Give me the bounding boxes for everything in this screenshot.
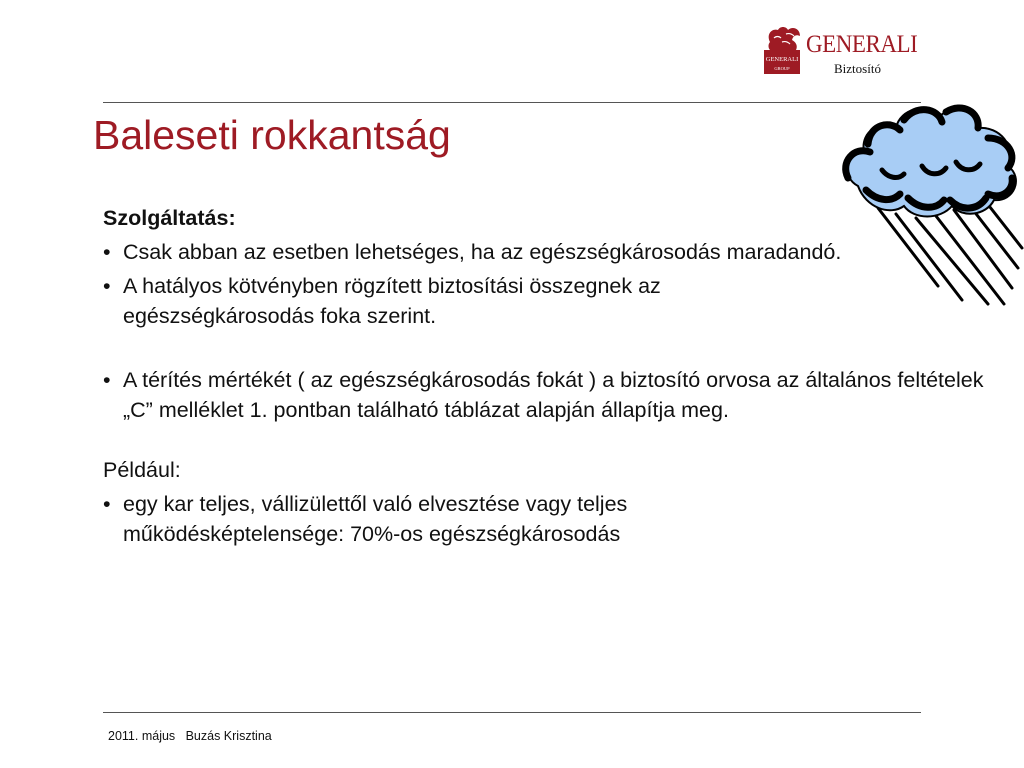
bullet-text: egy kar teljes, vállizülettől való elvesztése vagy teljes működésképtelensége: 70%-os egészségkárosodás: [123, 492, 628, 546]
bullet-text: Csak abban az esetben lehetséges, ha az egészségkárosodás maradandó.: [123, 240, 842, 264]
logo-name: GENERALI: [806, 31, 918, 58]
slide-title: Baleseti rokkantság: [93, 112, 451, 158]
bullet-marker: •: [103, 492, 111, 516]
bullet-text: A hatályos kötvényben rögzített biztosítási összegnek az egészségkárosodás foka szerint.: [123, 274, 661, 328]
lion-emblem-icon: [760, 24, 804, 76]
spacer: [103, 335, 983, 365]
generali-logo: [760, 24, 930, 80]
logo-subtitle: Biztosító: [834, 61, 881, 76]
footer-date: 2011. május: [108, 729, 176, 743]
top-divider: [103, 102, 921, 103]
bullet-marker: •: [103, 240, 111, 264]
emblem-name-text: GENERALI: [765, 56, 799, 63]
bullet-marker: •: [103, 368, 111, 392]
bullet-item: [103, 365, 1003, 425]
bottom-divider: [103, 712, 921, 713]
slide-footer: [108, 729, 272, 743]
footer-author: Buzás Krisztina: [185, 729, 272, 743]
bullet-item: [103, 237, 883, 267]
example-heading: Például:: [103, 458, 181, 482]
bullet-item: [103, 271, 843, 331]
bullet-marker: •: [103, 274, 111, 298]
bullet-item: [103, 489, 803, 549]
section-heading: Szolgáltatás:: [103, 206, 236, 230]
bullet-text: A térítés mértékét ( az egészségkárosodás fokát ) a biztosító orvosa az általános feltételek „C” melléklet 1. pontban található táblázat alapján állapítja meg.: [123, 368, 984, 422]
slide-body: [103, 203, 983, 553]
emblem-group-text: GROUP: [774, 66, 790, 71]
spacer: [103, 429, 983, 455]
